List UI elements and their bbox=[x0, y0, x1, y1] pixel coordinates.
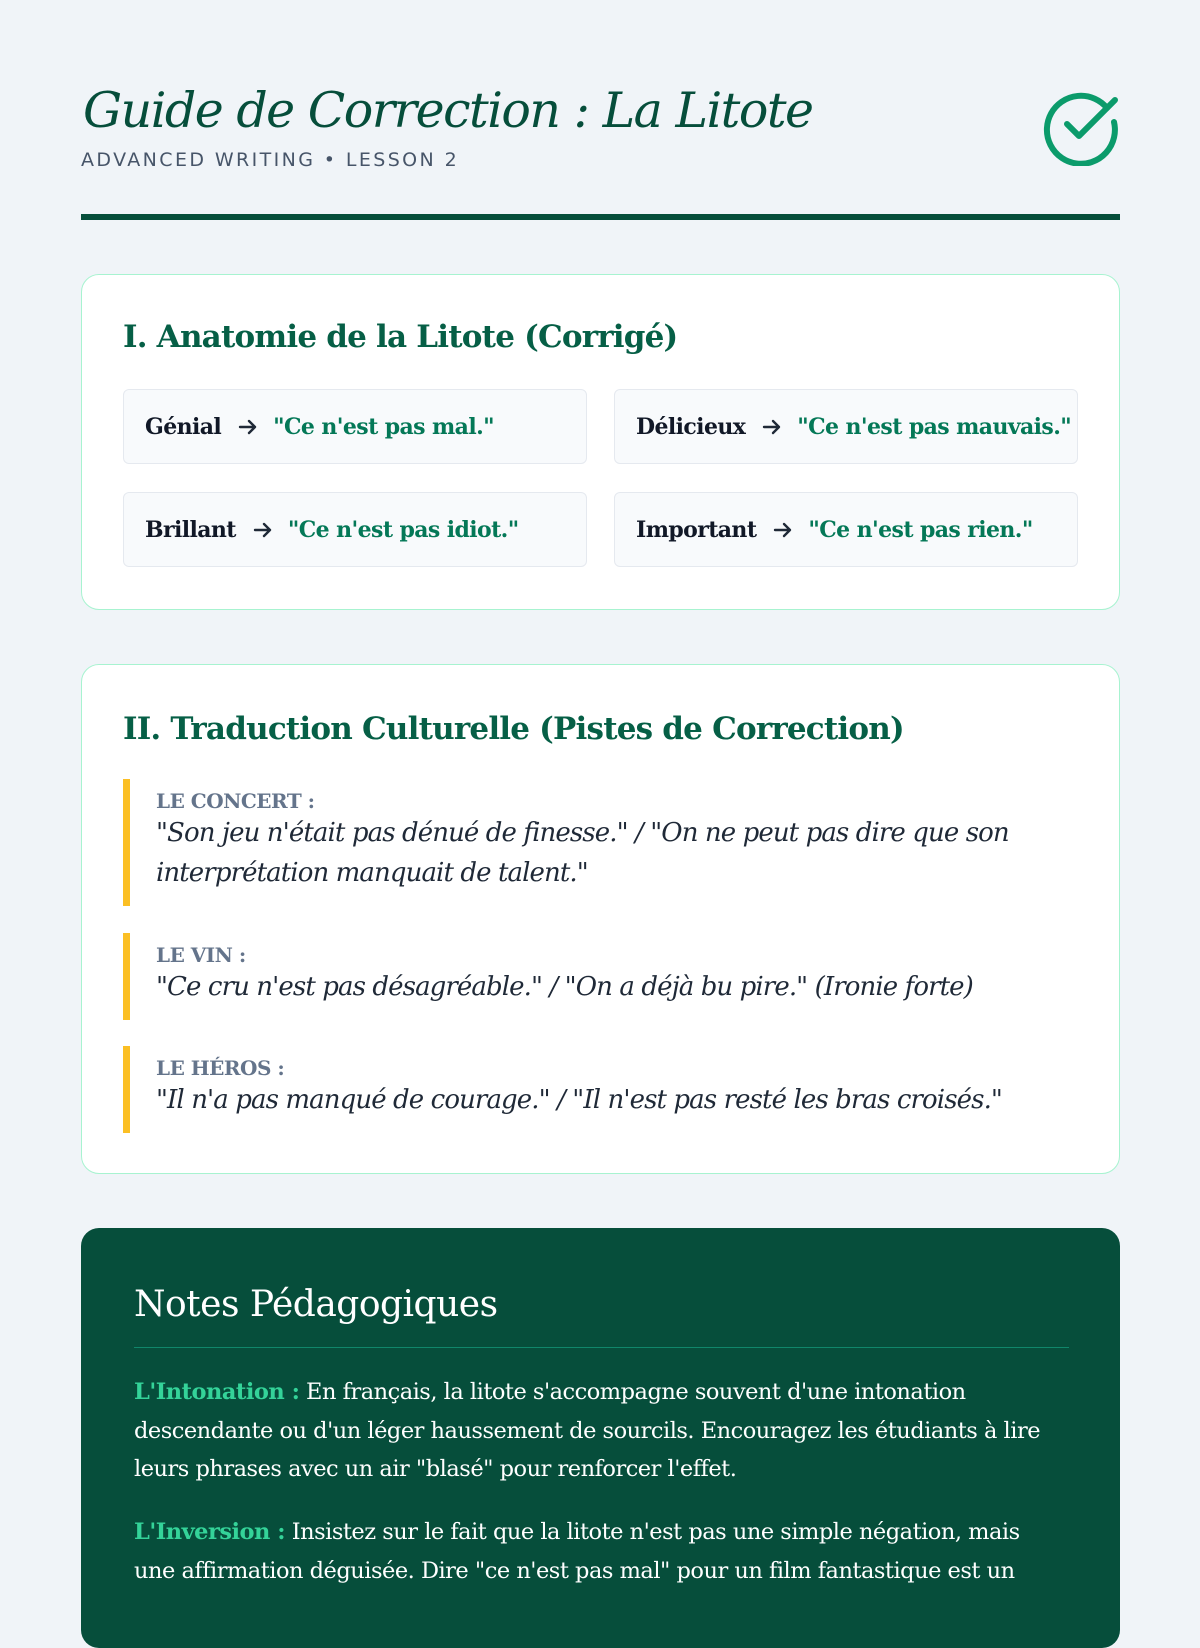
page-header bbox=[81, 78, 1120, 220]
notes-title: Notes Pédagogiques bbox=[134, 1284, 498, 1325]
pair-word: Délicieux bbox=[636, 413, 746, 440]
pair-litote: "Ce n'est pas mauvais." bbox=[797, 413, 1072, 440]
pair-word: Important bbox=[636, 516, 757, 543]
pair-litote: "Ce n'est pas mal." bbox=[273, 413, 495, 440]
cultural-translation-title: II. Traduction Culturelle (Pistes de Correction) bbox=[123, 711, 904, 747]
note-paragraph bbox=[134, 1373, 1064, 1489]
note-text: En français, la litote s'accompagne souvent d'une intonation descendante ou d'un léger haussement de sourcils. Encouragez les étudiants à lire leurs phrases avec un air "blasé" pour renforcer l'effet. bbox=[134, 1379, 1041, 1482]
arrow-right-icon bbox=[761, 416, 783, 438]
litote-pair bbox=[123, 492, 587, 567]
notes-divider bbox=[134, 1347, 1069, 1348]
litote-pair bbox=[614, 492, 1078, 567]
pair-word: Brillant bbox=[145, 516, 236, 543]
translation-item bbox=[123, 1046, 1043, 1133]
translation-text: "Ce cru n'est pas désagréable." / "On a déjà bu pire." (Ironie forte) bbox=[156, 972, 973, 1002]
arrow-right-icon bbox=[772, 519, 794, 541]
cultural-translation-card bbox=[81, 664, 1120, 1174]
teaching-notes bbox=[81, 1228, 1120, 1648]
translation-text: "Il n'a pas manqué de courage." / "Il n'est pas resté les bras croisés." bbox=[156, 1085, 1002, 1115]
translation-label: LE HÉROS : bbox=[156, 1056, 285, 1080]
litote-pair bbox=[123, 389, 587, 464]
header-divider bbox=[81, 214, 1120, 220]
translation-text: "Son jeu n'était pas dénué de finesse." / "On ne peut pas dire que son interprétation manquait de talent." bbox=[156, 818, 1009, 888]
translation-label: LE CONCERT : bbox=[156, 789, 315, 813]
check-circle-icon bbox=[1041, 86, 1121, 166]
translation-label: LE VIN : bbox=[156, 943, 246, 967]
litote-pair bbox=[614, 389, 1078, 464]
pair-litote: "Ce n'est pas idiot." bbox=[287, 516, 519, 543]
note-label: L'Inversion : bbox=[134, 1519, 286, 1545]
translation-item bbox=[123, 933, 1043, 1020]
note-text: Insistez sur le fait que la litote n'est pas une simple négation, mais une affirmation déguisée. Dire "ce n'est pas mal" pour un film fantastique est un bbox=[134, 1519, 1020, 1584]
page-title: Guide de Correction : La Litote bbox=[83, 82, 813, 139]
note-label: L'Intonation : bbox=[134, 1379, 300, 1405]
pair-litote: "Ce n'est pas rien." bbox=[808, 516, 1033, 543]
page-subtitle: ADVANCED WRITING • LESSON 2 bbox=[81, 149, 460, 171]
anatomy-title: I. Anatomie de la Litote (Corrigé) bbox=[123, 319, 678, 355]
arrow-right-icon bbox=[252, 519, 274, 541]
anatomy-card bbox=[81, 274, 1120, 610]
translation-item bbox=[123, 779, 1043, 906]
note-paragraph bbox=[134, 1513, 1064, 1590]
arrow-right-icon bbox=[237, 416, 259, 438]
pair-word: Génial bbox=[145, 413, 222, 440]
